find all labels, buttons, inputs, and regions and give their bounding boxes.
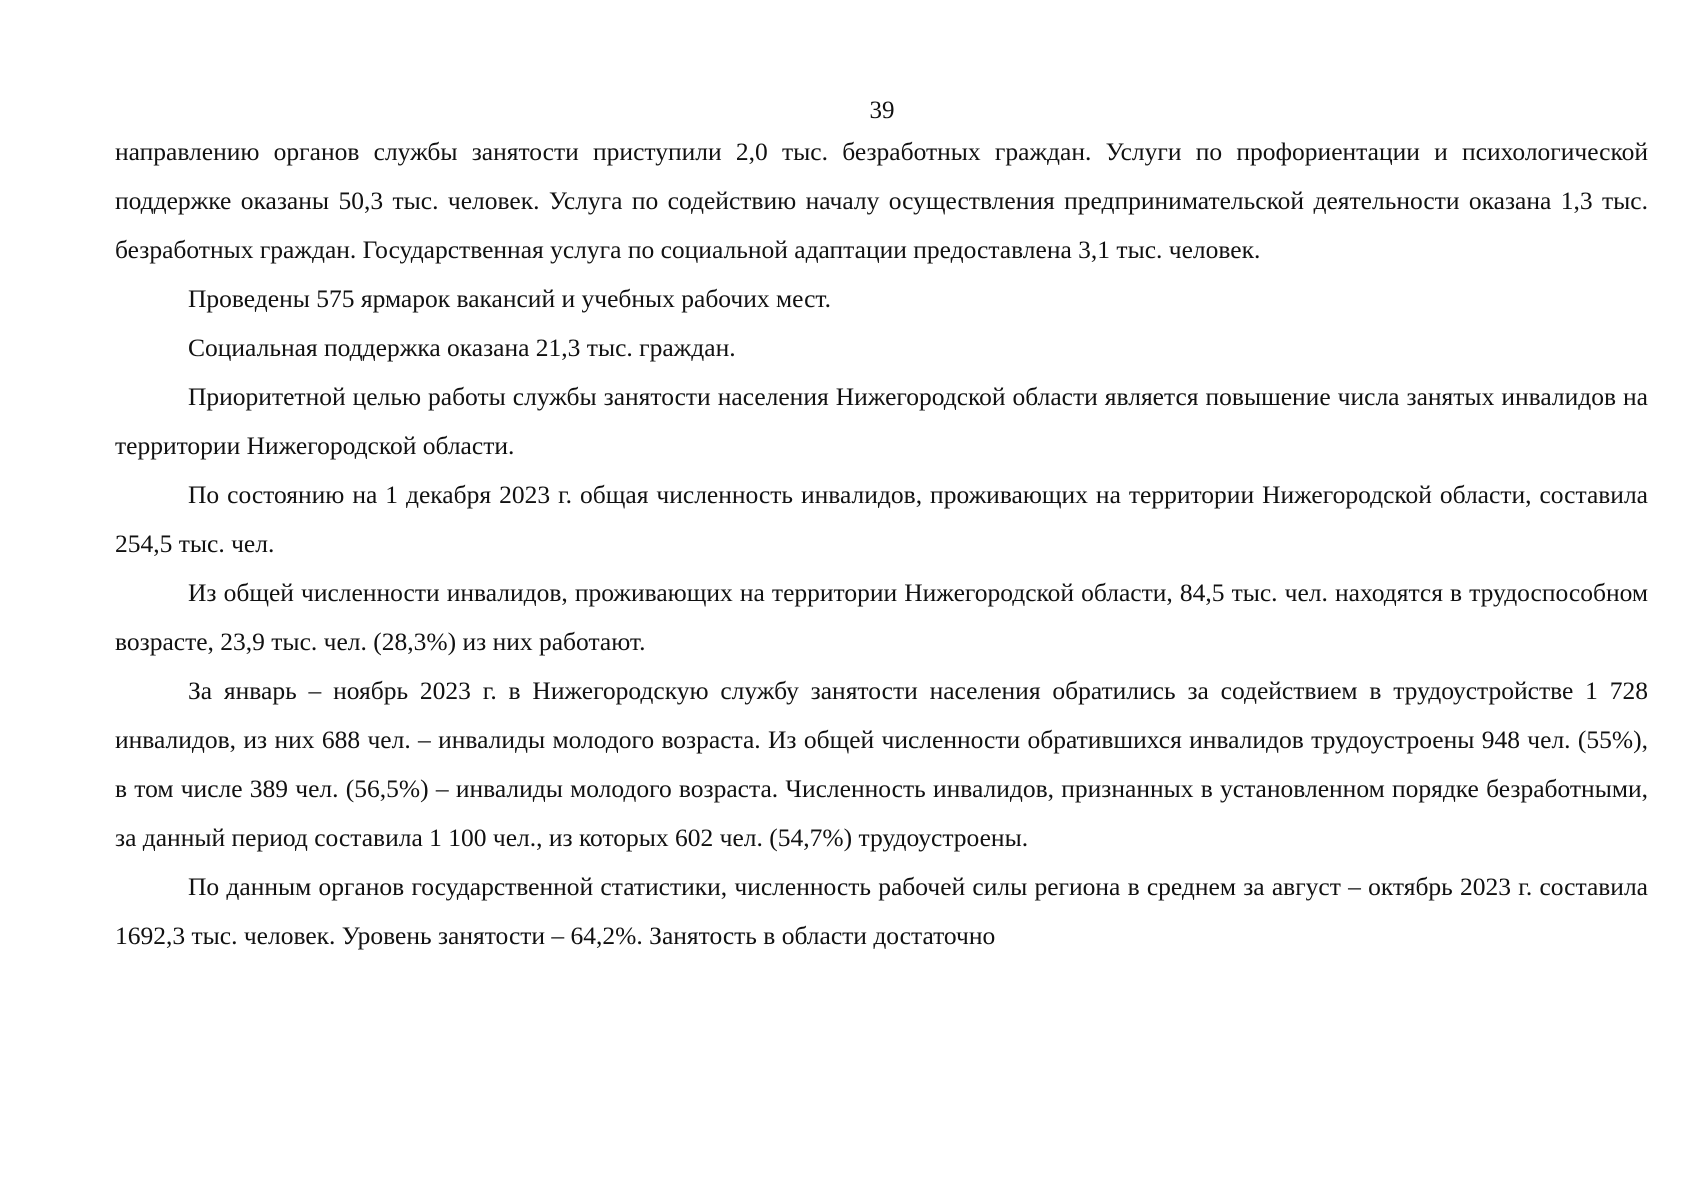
paragraph-disabled-total: По состоянию на 1 декабря 2023 г. общая численность инвалидов, проживающих на территории Нижегородской области, составила 254,5 тыс. чел. [115,480,1648,558]
paragraph-employment-service: За январь – ноябрь 2023 г. в Нижегородскую службу занятости населения обратились за содействием в трудоустройстве 1 728 инвалидов, из них 688 чел. – инвалиды молодого возраста. Из общей численности обратившихся инвалидов трудоустроены 948 чел. (55%), в том числе 389 чел. (56,5%) – инвалиды молодого возраста. Численность инвалидов, признанных в установленном порядке безработными, за данный период составила 1 100 чел., из которых 602 чел. (54,7%) трудоустроены. [115,676,1648,852]
document-body [115,127,1648,960]
paragraph-job-fairs: Проведены 575 ярмарок вакансий и учебных рабочих мест. [188,284,832,313]
paragraph-social-support: Социальная поддержка оказана 21,3 тыс. граждан. [188,333,736,362]
page-number: 39 [869,97,895,124]
paragraph-continuation: направлению органов службы занятости приступили 2,0 тыс. безработных граждан. Услуги по профориентации и психологической поддержке оказаны 50,3 тыс. человек. Услуга по содействию началу осуществления предпринимательской деятельности оказана 1,3 тыс. безработных граждан. Государственная услуга по социальной адаптации предоставлена 3,1 тыс. человек. [115,137,1648,264]
paragraph-labor-force: По данным органов государственной статистики, численность рабочей силы региона в среднем за август – октябрь 2023 г. составила 1692,3 тыс. человек. Уровень занятости – 64,2%. Занятость в области достаточно [115,872,1648,950]
paragraph-working-age: Из общей численности инвалидов, проживающих на территории Нижегородской области, 84,5 тыс. чел. находятся в трудоспособном возрасте, 23,9 тыс. чел. (28,3%) из них работают. [115,578,1648,656]
paragraph-priority-goal: Приоритетной целью работы службы занятости населения Нижегородской области является повышение числа занятых инвалидов на территории Нижегородской области. [115,382,1648,460]
